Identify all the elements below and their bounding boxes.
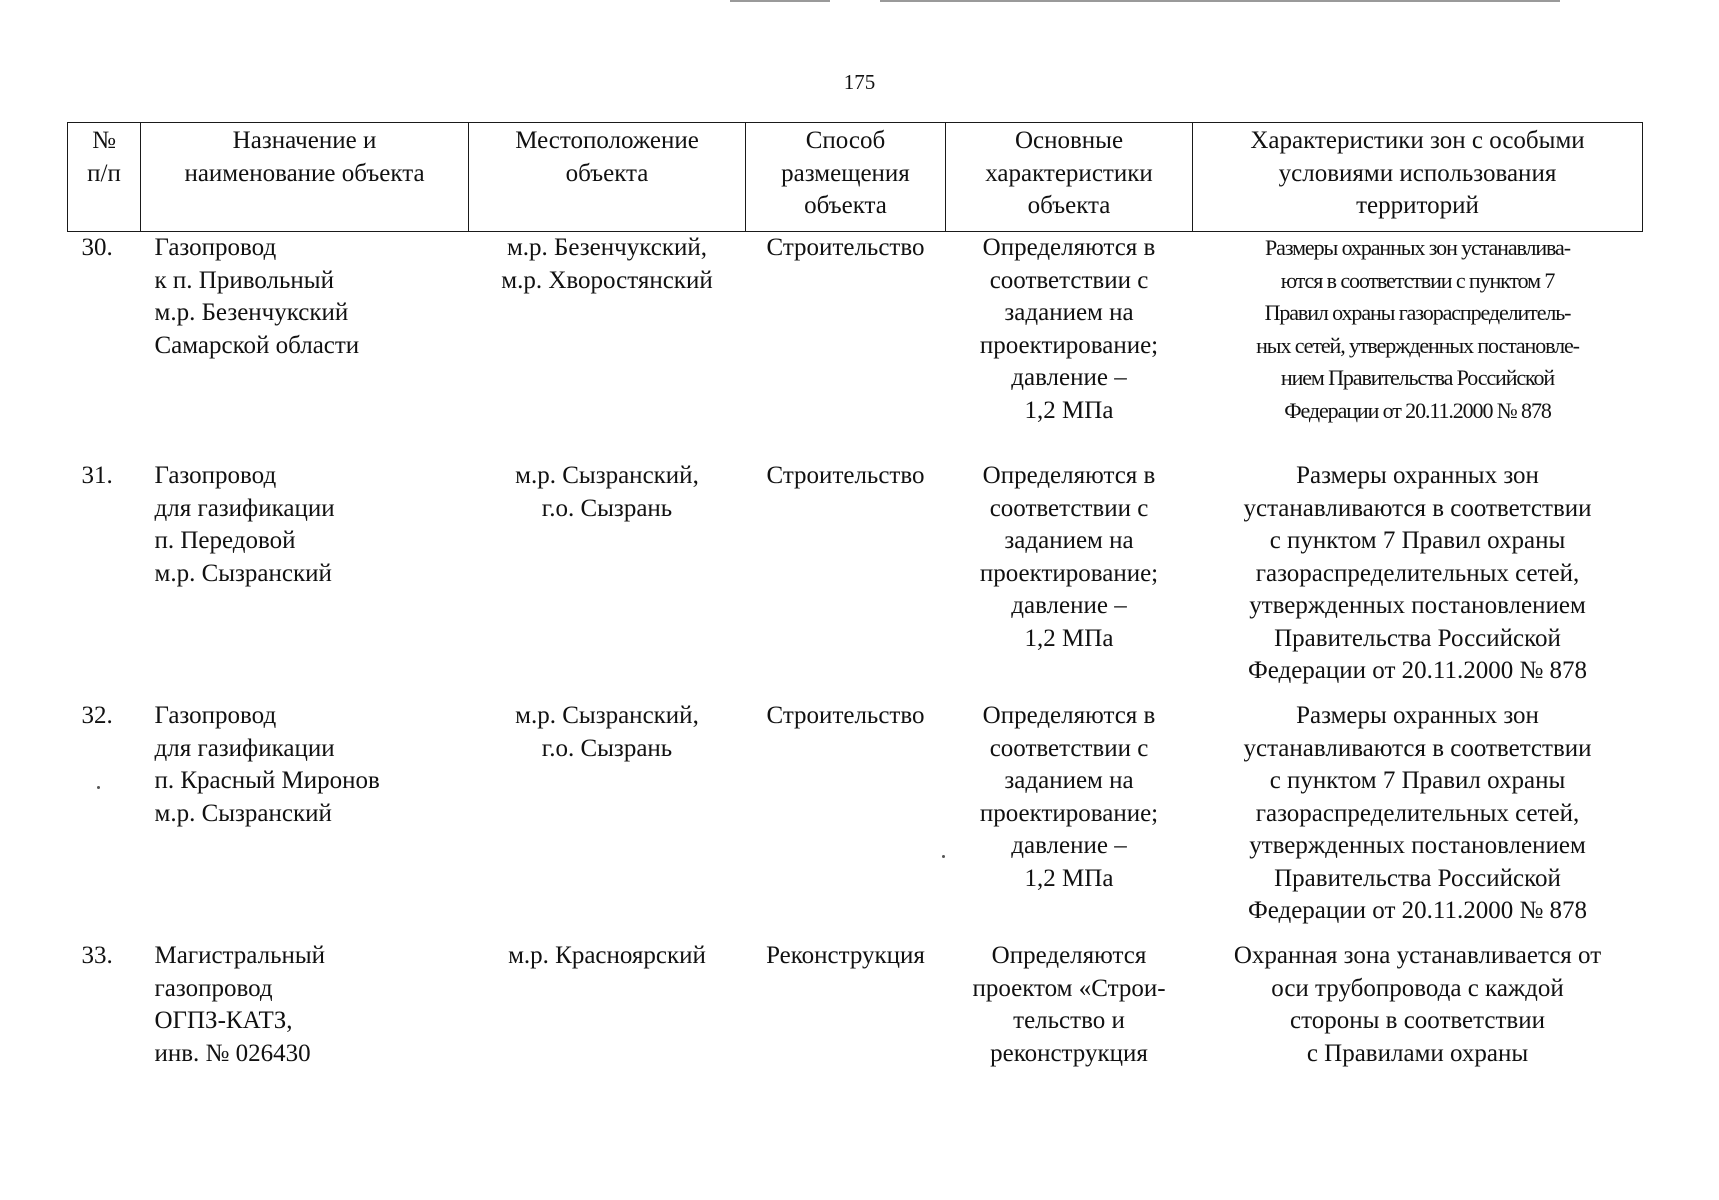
main-characteristics: Определяются проектом «Строи- тельство и реконструкция — [972, 942, 1166, 1067]
object-name: Газопровод к п. Привольный м.р. Безенчукский Самарской области — [154, 234, 360, 359]
object-name: Газопровод для газификации п. Передовой м.р. Сызранский — [154, 462, 335, 587]
objects-table — [67, 122, 1643, 1070]
header-object-name: Назначение и наименование объекта — [141, 123, 469, 232]
object-location: м.р. Сызранский, г.о. Сызрань — [515, 702, 699, 762]
zone-characteristics: Размеры охранных зон устанавливаются в соответствии с пунктом 7 Правил охраны газораспределительных сетей, утвержденных постановлением Правительства Российской Федерации от 20.11.2000 № 878 — [1243, 702, 1592, 924]
header-main-characteristics: Основные характеристики объекта — [946, 123, 1193, 232]
object-location: м.р. Безенчукский, м.р. Хворостянский — [501, 234, 713, 294]
object-name: Газопровод для газификации п. Красный Миронов м.р. Сызранский — [154, 702, 380, 827]
header-number: № п/п — [68, 123, 141, 232]
page-number: 175 — [843, 70, 876, 94]
object-location: м.р. Сызранский, г.о. Сызрань — [515, 462, 699, 522]
table-row — [68, 460, 1643, 700]
header-row — [68, 123, 1643, 232]
scan-speck — [97, 786, 100, 789]
scan-top-edge-mark — [730, 0, 830, 2]
table-row — [68, 940, 1643, 1070]
table-row — [68, 700, 1643, 940]
zone-characteristics: Охранная зона устанавливается от оси трубопровода с каждой стороны в соответствии с Правилами охраны — [1233, 942, 1602, 1067]
object-name: Магистральный газопровод ОГПЗ-КАТЗ, инв. № 026430 — [154, 942, 326, 1067]
row-number: 33. — [81, 942, 113, 969]
placement-method: Реконструкция — [766, 942, 925, 969]
placement-method: Строительство — [766, 702, 925, 729]
object-location: м.р. Красноярский — [508, 942, 706, 969]
zone-characteristics: Размеры охранных зон устанавливаются в соответствии с пунктом 7 Правил охраны газораспределительных сетей, утвержденных постановлением Правительства Российской Федерации от 20.11.2000 № 878 — [1243, 462, 1592, 684]
table-body — [68, 232, 1643, 1071]
zone-characteristics: Размеры охранных зон устанавлива- ются в соответствии с пунктом 7 Правил охраны газораспределитель- ных сетей, утвержденных постановле- нием Правительства Российской Федерации от 20.11.2000 № 878 — [1256, 235, 1579, 423]
row-number: 32. — [81, 702, 113, 729]
header-zone-characteristics: Характеристики зон с особыми условиями использования территорий — [1193, 123, 1643, 232]
scan-top-edge-mark — [880, 0, 1560, 2]
main-characteristics: Определяются в соответствии с заданием на проектирование; давление – 1,2 МПа — [979, 462, 1159, 652]
header-placement-method: Способ размещения объекта — [746, 123, 946, 232]
scan-speck — [942, 855, 945, 858]
placement-method: Строительство — [766, 462, 925, 489]
row-number: 31. — [81, 462, 113, 489]
row-number: 30. — [81, 234, 113, 261]
header-location: Местоположение объекта — [469, 123, 746, 232]
table-header — [68, 123, 1643, 232]
table-row — [68, 232, 1643, 461]
placement-method: Строительство — [766, 234, 925, 261]
main-characteristics: Определяются в соответствии с заданием на проектирование; давление – 1,2 МПа — [979, 234, 1159, 424]
main-characteristics: Определяются в соответствии с заданием на проектирование; давление – 1,2 МПа — [979, 702, 1159, 892]
